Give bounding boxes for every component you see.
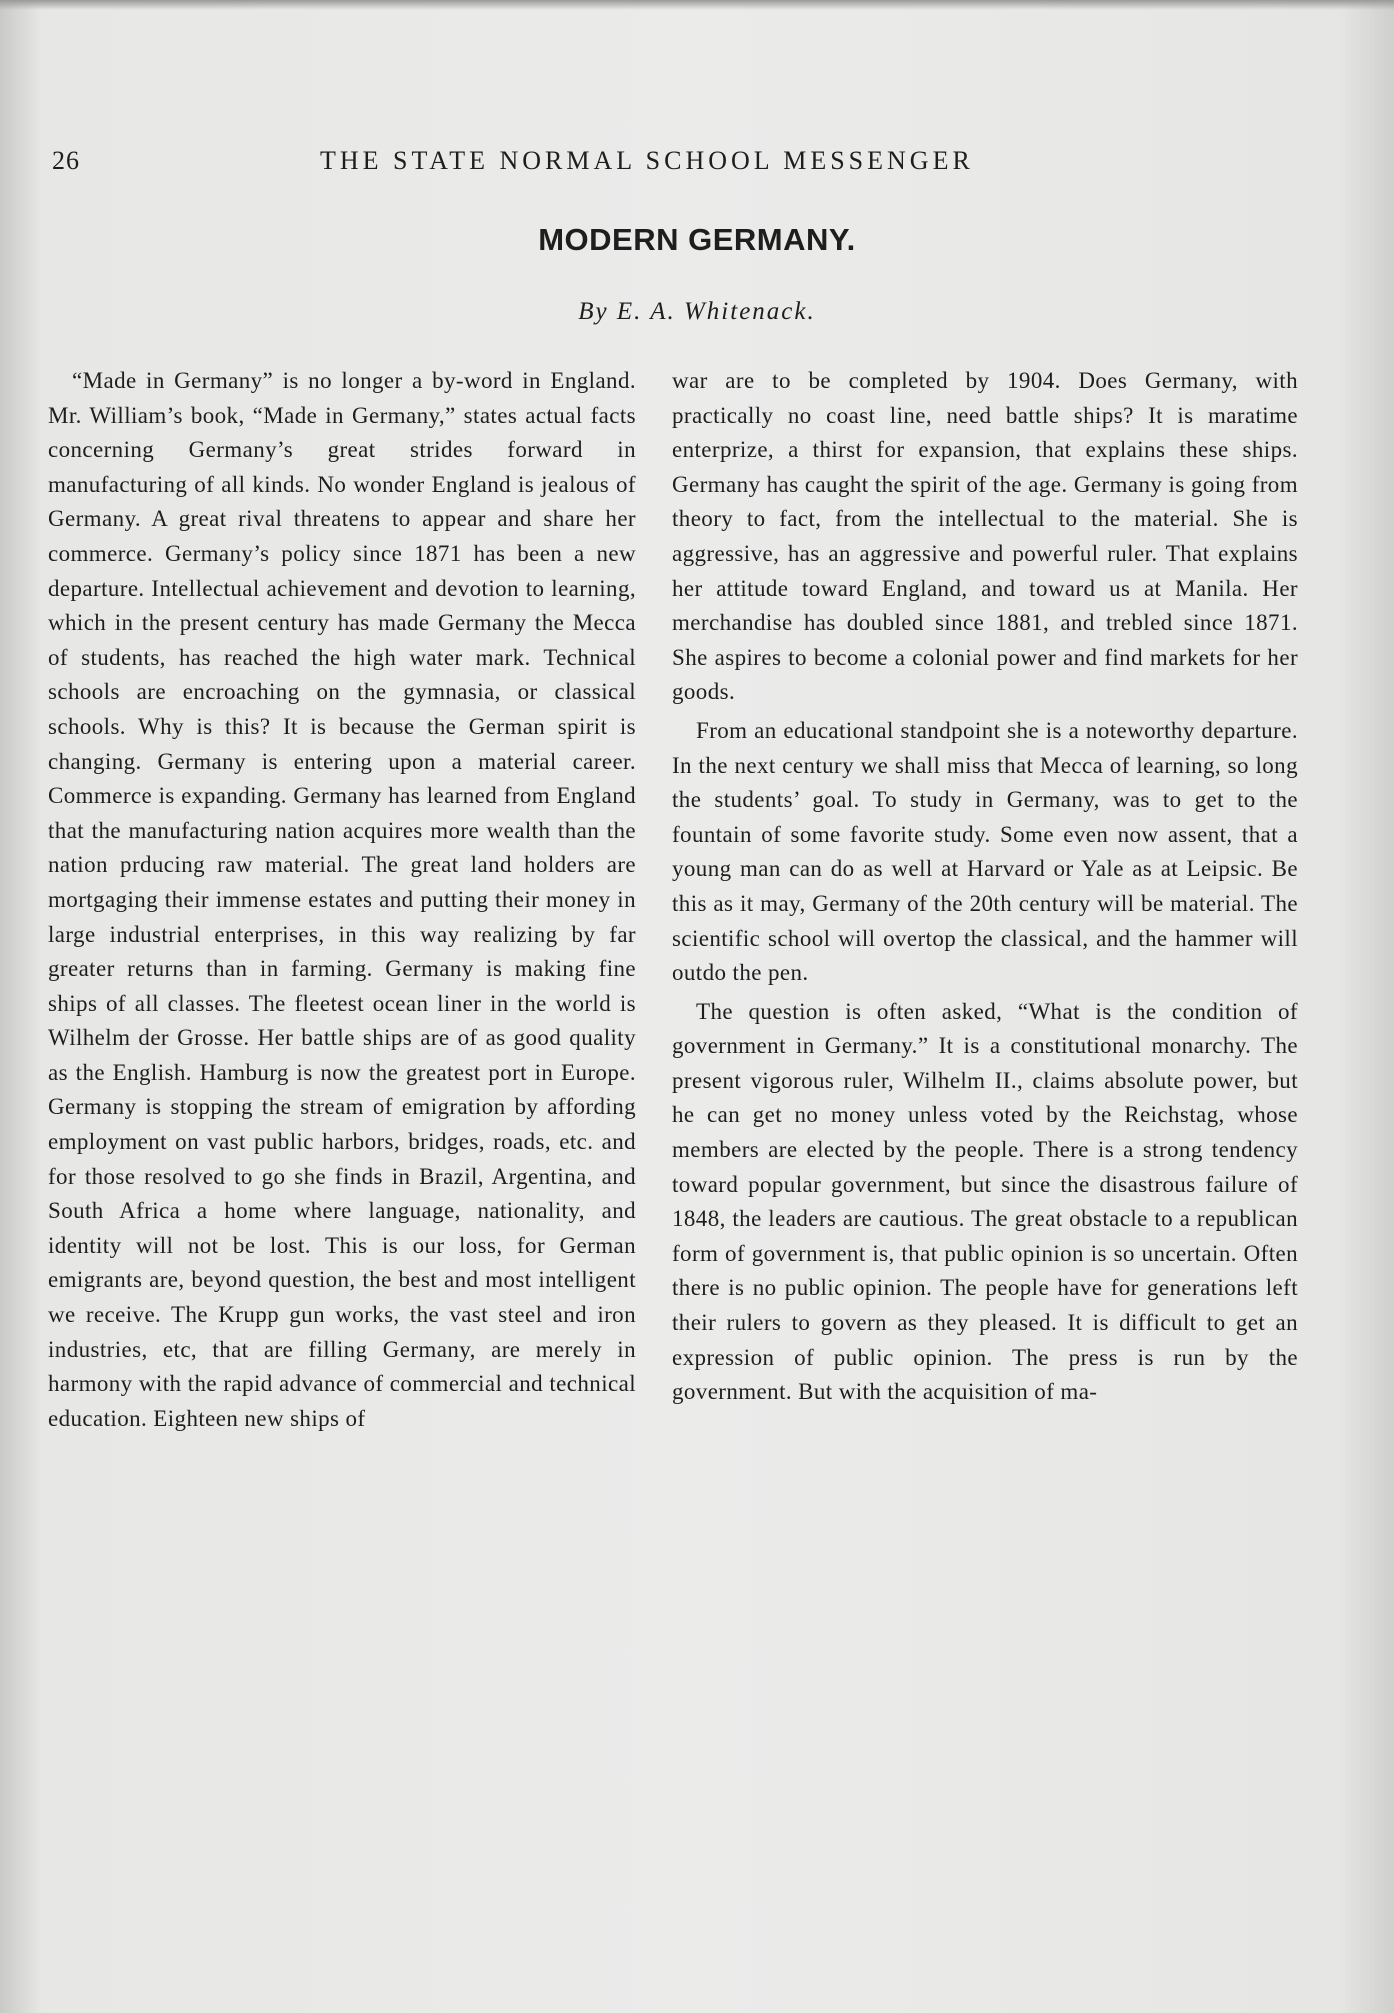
paragraph: The question is often asked, “What is the condition of government in Germany.” It is a constitutional monarchy. The present vigorous ruler, Wilhelm II., claims absolute power, but he can get no money unless voted by the Reichstag, whose members are elected by the people. There is a strong tendency toward popular government, but since the disastrous failure of 1848, the leaders are cautious. The great obstacle to a republican form of government is, that public opinion is so uncertain. Often there is no public opinion. The people have for generations left their rulers to govern as they pleased. It is difficult to get an expression of public opinion. The press is run by the government. But with the acquisition of ma-	[672, 998, 1298, 1405]
page-number: 26	[52, 146, 80, 175]
paragraph: From an educational standpoint she is a noteworthy departure. In the next century we shall miss that Mecca of learning, so long the students’ goal. To study in Germany, was to get to the fountain of some favorite study. Some even now assent, that a young man can do as well at Harvard or Yale as at Leipsic. Be this as it may, Germany of the 20th century will be material. The scientific school will overtop the classical, and the hammer will outdo the pen.	[672, 717, 1298, 986]
left-column	[48, 364, 636, 1436]
page-top-edge-shadow	[0, 0, 1394, 10]
paragraph: war are to be completed by 1904. Does Germany, with practically no coast line, need battle ships? It is maratime enterprize, a thirst for expansion, that explains these ships. Germany has caught the spirit of the age. Germany is going from theory to fact, from the intellectual to the material. She is aggressive, has an aggressive and powerful ruler. That explains her attitude toward England, and toward us at Manila. Her merchandise has doubled since 1881, and trebled since 1871. She aspires to become a colonial power and find markets for her goods.	[672, 368, 1298, 705]
right-column	[672, 364, 1298, 1410]
article-title: MODERN GERMANY.	[538, 222, 856, 257]
article-byline: By E. A. Whitenack.	[578, 298, 816, 325]
paragraph: “Made in Germany” is no longer a by-word in England. Mr. William’s book, “Made in Germany,” states actual facts concerning Germany’s great strides forward in manufacturing of all kinds. No wonder England is jealous of Germany. A great rival threatens to appear and share her commerce. Germany’s policy since 1871 has been a new departure. Intellectual achievement and devotion to learning, which in the present century has made Germany the Mecca of students, has reached the high water mark. Technical schools are encroaching on the gymnasia, or classical schools. Why is this? It is because the German spirit is changing. Germany is entering upon a material career. Commerce is expanding. Germany has learned from England that the manufacturing nation acquires more wealth than the nation prducing raw material. The great land holders are mortgaging their immense estates and putting their money in large industrial enterprises, in this way realizing by far greater returns than in farming. Germany is making fine ships of all classes. The fleetest ocean liner in the world is Wilhelm der Grosse. Her battle ships are of as good quality as the English. Hamburg is now the greatest port in Europe. Germany is stopping the stream of emigration by affording employment on vast public harbors, bridges, roads, etc. and for those resolved to go she finds in Brazil, Argentina, and South Africa a home where language, nationality, and identity will not be lost. This is our loss, for German emigrants are, beyond question, the best and most intelligent we receive. The Krupp gun works, the vast steel and iron industries, etc, that are filling Germany, are merely in harmony with the rapid advance of commercial and technical education. Eighteen new ships of	[48, 368, 636, 1431]
running-head: THE STATE NORMAL SCHOOL MESSENGER	[320, 146, 974, 175]
